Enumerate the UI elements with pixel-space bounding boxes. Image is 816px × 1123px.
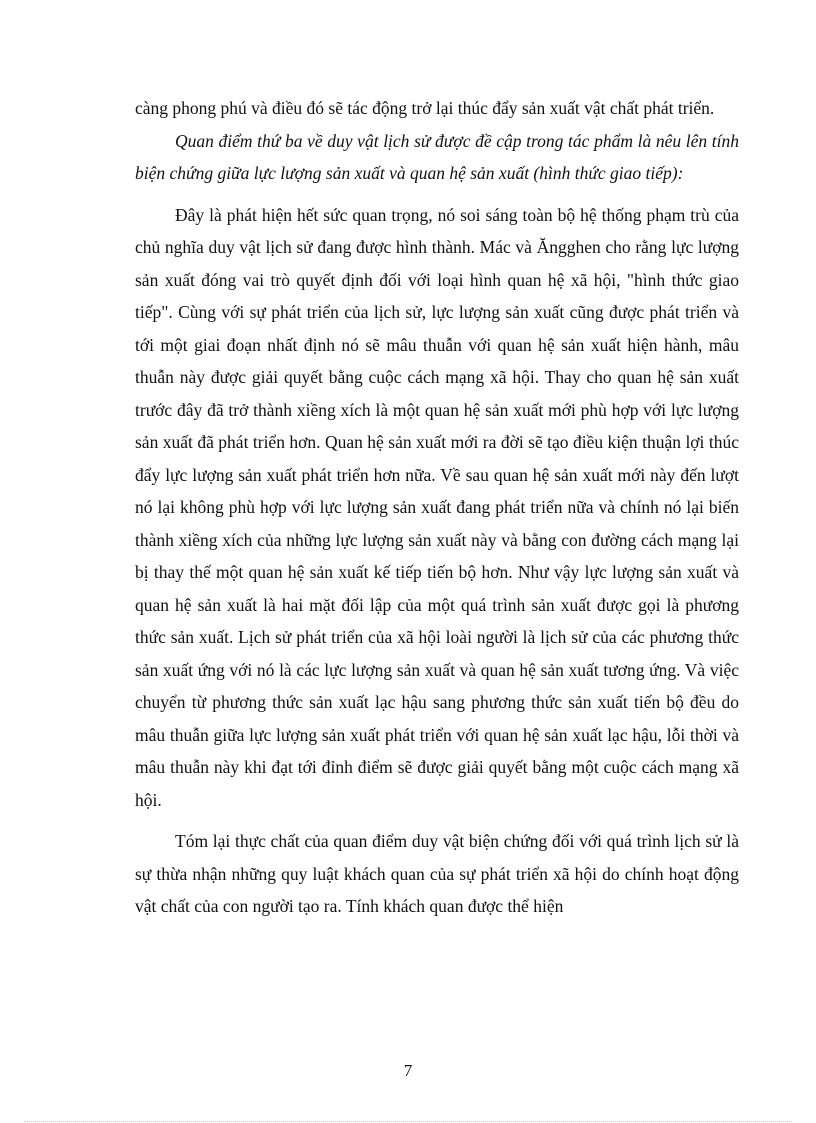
page-bottom-divider	[24, 1121, 792, 1122]
paragraph-summary: Tóm lại thực chất của quan điểm duy vật biện chứng đối với quá trình lịch sử là sự thừa nhận những quy luật khách quan của sự phát triển xã hội do chính hoạt động vật chất của con người tạo ra. Tính khách quan được thể hiện	[135, 831, 739, 916]
paragraph-continuation: càng phong phú và điều đó sẽ tác động trở lại thúc đẩy sản xuất vật chất phát triển.	[135, 98, 715, 118]
paragraph-third-viewpoint: Quan điểm thứ ba về duy vật lịch sử được đề cập trong tác phẩm là nêu lên tính biện chứng giữa lực lượng sản xuất và quan hệ sản xuất (hình thức giao tiếp):	[135, 130, 739, 183]
paragraph-dialectics-explanation: Đây là phát hiện hết sức quan trọng, nó soi sáng toàn bộ hệ thống phạm trù của chủ nghĩa duy vật lịch sử đang được hình thành. Mác và Ăngghen cho rằng lực lượng sản xuất đóng vai trò quyết định đối với loại hình quan hệ xã hội, "hình thức giao tiếp". Cùng với sự phát triển của lịch sử, lực lượng sản xuất cũng được phát triển và tới một giai đoạn nhất định nó sẽ mâu thuẫn với quan hệ sản xuất hiện hành, mâu thuẫn này được giải quyết bằng cuộc cách mạng xã hội. Thay cho quan hệ sản xuất trước đây đã trở thành xiềng xích là một quan hệ sản xuất mới phù hợp với lực lượng sản xuất đã phát triển hơn. Quan hệ sản xuất mới ra đời sẽ tạo điều kiện thuận lợi thúc đẩy lực lượng sản xuất phát triển hơn nữa. Về sau quan hệ sản xuất mới này đến lượt nó lại không phù hợp với lực lượng sản xuất đang phát triển nữa và chính nó lại biến thành xiềng xích của những lực lượng sản xuất này và bằng con đường cách mạng lại bị thay thế một quan hệ sản xuất kế tiếp tiến bộ hơn. Như vậy lực lượng sản xuất và quan hệ sản xuất là hai mặt đối lập của một quá trình sản xuất được gọi là phương thức sản xuất. Lịch sử phát triển của xã hội loài người là lịch sử của các phương thức sản xuất ứng với nó là các lực lượng sản xuất và quan hệ sản xuất tương ứng. Và việc chuyển từ phương thức sản xuất lạc hậu sang phương thức sản xuất tiến bộ đều do mâu thuẫn giữa lực lượng sản xuất phát triển với quan hệ sản xuất lạc hậu, lỗi thời và mâu thuẫn này khi đạt tới đỉnh điểm sẽ được giải quyết bằng một cuộc cách mạng xã hội.	[135, 204, 739, 810]
body-text	[135, 92, 739, 923]
page-number: 7	[403, 1061, 413, 1080]
